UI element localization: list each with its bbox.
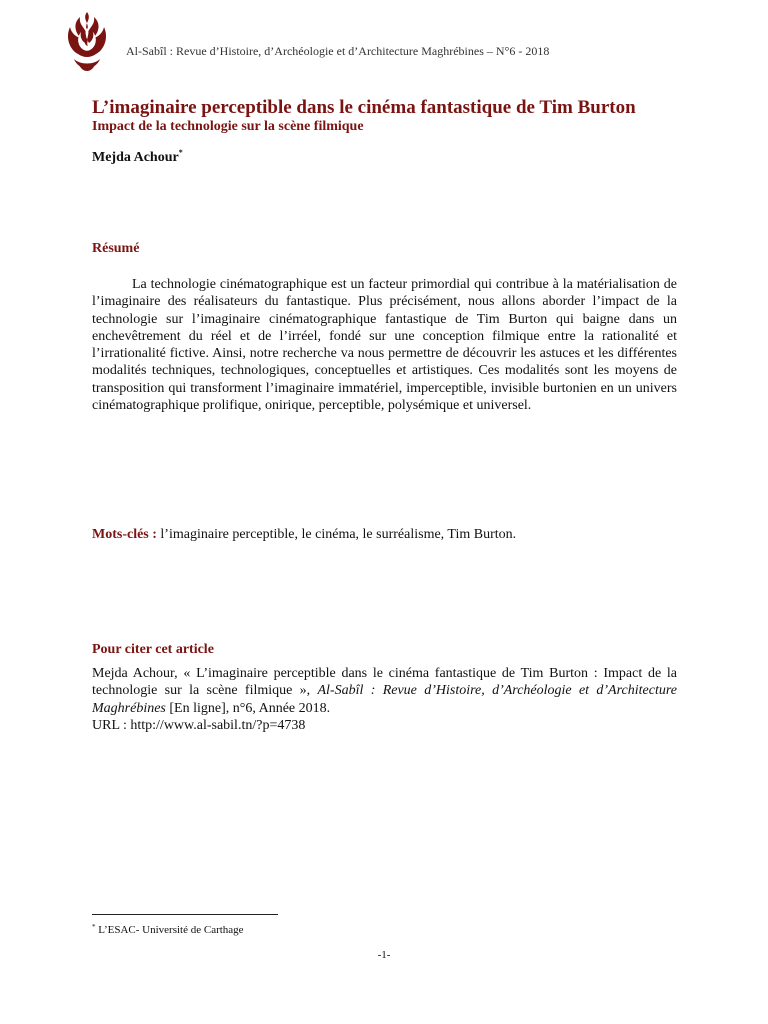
footnote-text: L’ESAC- Université de Carthage	[98, 924, 244, 936]
citation-paragraph	[92, 665, 677, 717]
article-title: L’imaginaire perceptible dans le cinéma fantastique de Tim Burton	[92, 97, 636, 118]
citation-url-link[interactable]: URL : http://www.al-sabil.tn/?p=4738	[92, 718, 306, 733]
abstract-paragraph: La technologie cinématographique est un facteur primordial qui contribue à la matérialisation de l’imaginaire des réalisateurs du fantastique. Plus précisément, nous allons aborder l’impact de la technologie sur l’imaginaire cinématographique fantastique de Tim Burton qui baigne dans un enchevêtrement du réel et de l’irréel, fondé sur une conception filmique entre la rationalité et l’irrationalité fictive. Ainsi, notre recherche va nous permettre de découvrir les astuces et les différentes modalités techniques, technologiques, conceptuelles et artistiques. Ces modalités sont les moyens de transposition qui transforment l’imaginaire immatériel, imperceptible, invisible burtonien en un univers cinématographique prolifique, onirique, perceptible, polysémique et universel.	[92, 277, 677, 414]
journal-running-header: Al-Sabîl : Revue d’Histoire, d’Archéologie et d’Architecture Maghrébines – N°6 - 2018	[126, 44, 550, 58]
keywords-label: Mots-clés :	[92, 527, 157, 542]
author-name-text: Mejda Achour	[92, 150, 179, 165]
flame-emblem-icon	[64, 10, 110, 72]
footnote-mark: *	[92, 923, 96, 931]
article-subtitle: Impact de la technologie sur la scène filmique	[92, 119, 364, 134]
author-name	[92, 148, 183, 166]
footnote-separator	[92, 914, 278, 915]
keywords-line	[92, 527, 682, 543]
resume-heading: Résumé	[92, 241, 140, 256]
page-number: -1-	[377, 949, 391, 961]
citation-text-before: Mejda Achour, « L’imaginaire perceptible dans le cinéma fantastique de Tim Burton : Impact de la technologie sur la scène filmique »,	[92, 666, 677, 699]
author-footnote-mark: *	[178, 148, 183, 157]
citation-journal-title: Al-Sabîl : Revue d’Histoire, d’Archéologie et d’Architecture Maghrébines	[92, 683, 677, 716]
footnote	[92, 923, 244, 936]
citation-heading: Pour citer cet article	[92, 642, 214, 657]
citation-text-after: [En ligne], n°6, Année 2018.	[169, 700, 331, 716]
keywords-text: l’imaginaire perceptible, le cinéma, le surréalisme, Tim Burton.	[160, 527, 517, 542]
